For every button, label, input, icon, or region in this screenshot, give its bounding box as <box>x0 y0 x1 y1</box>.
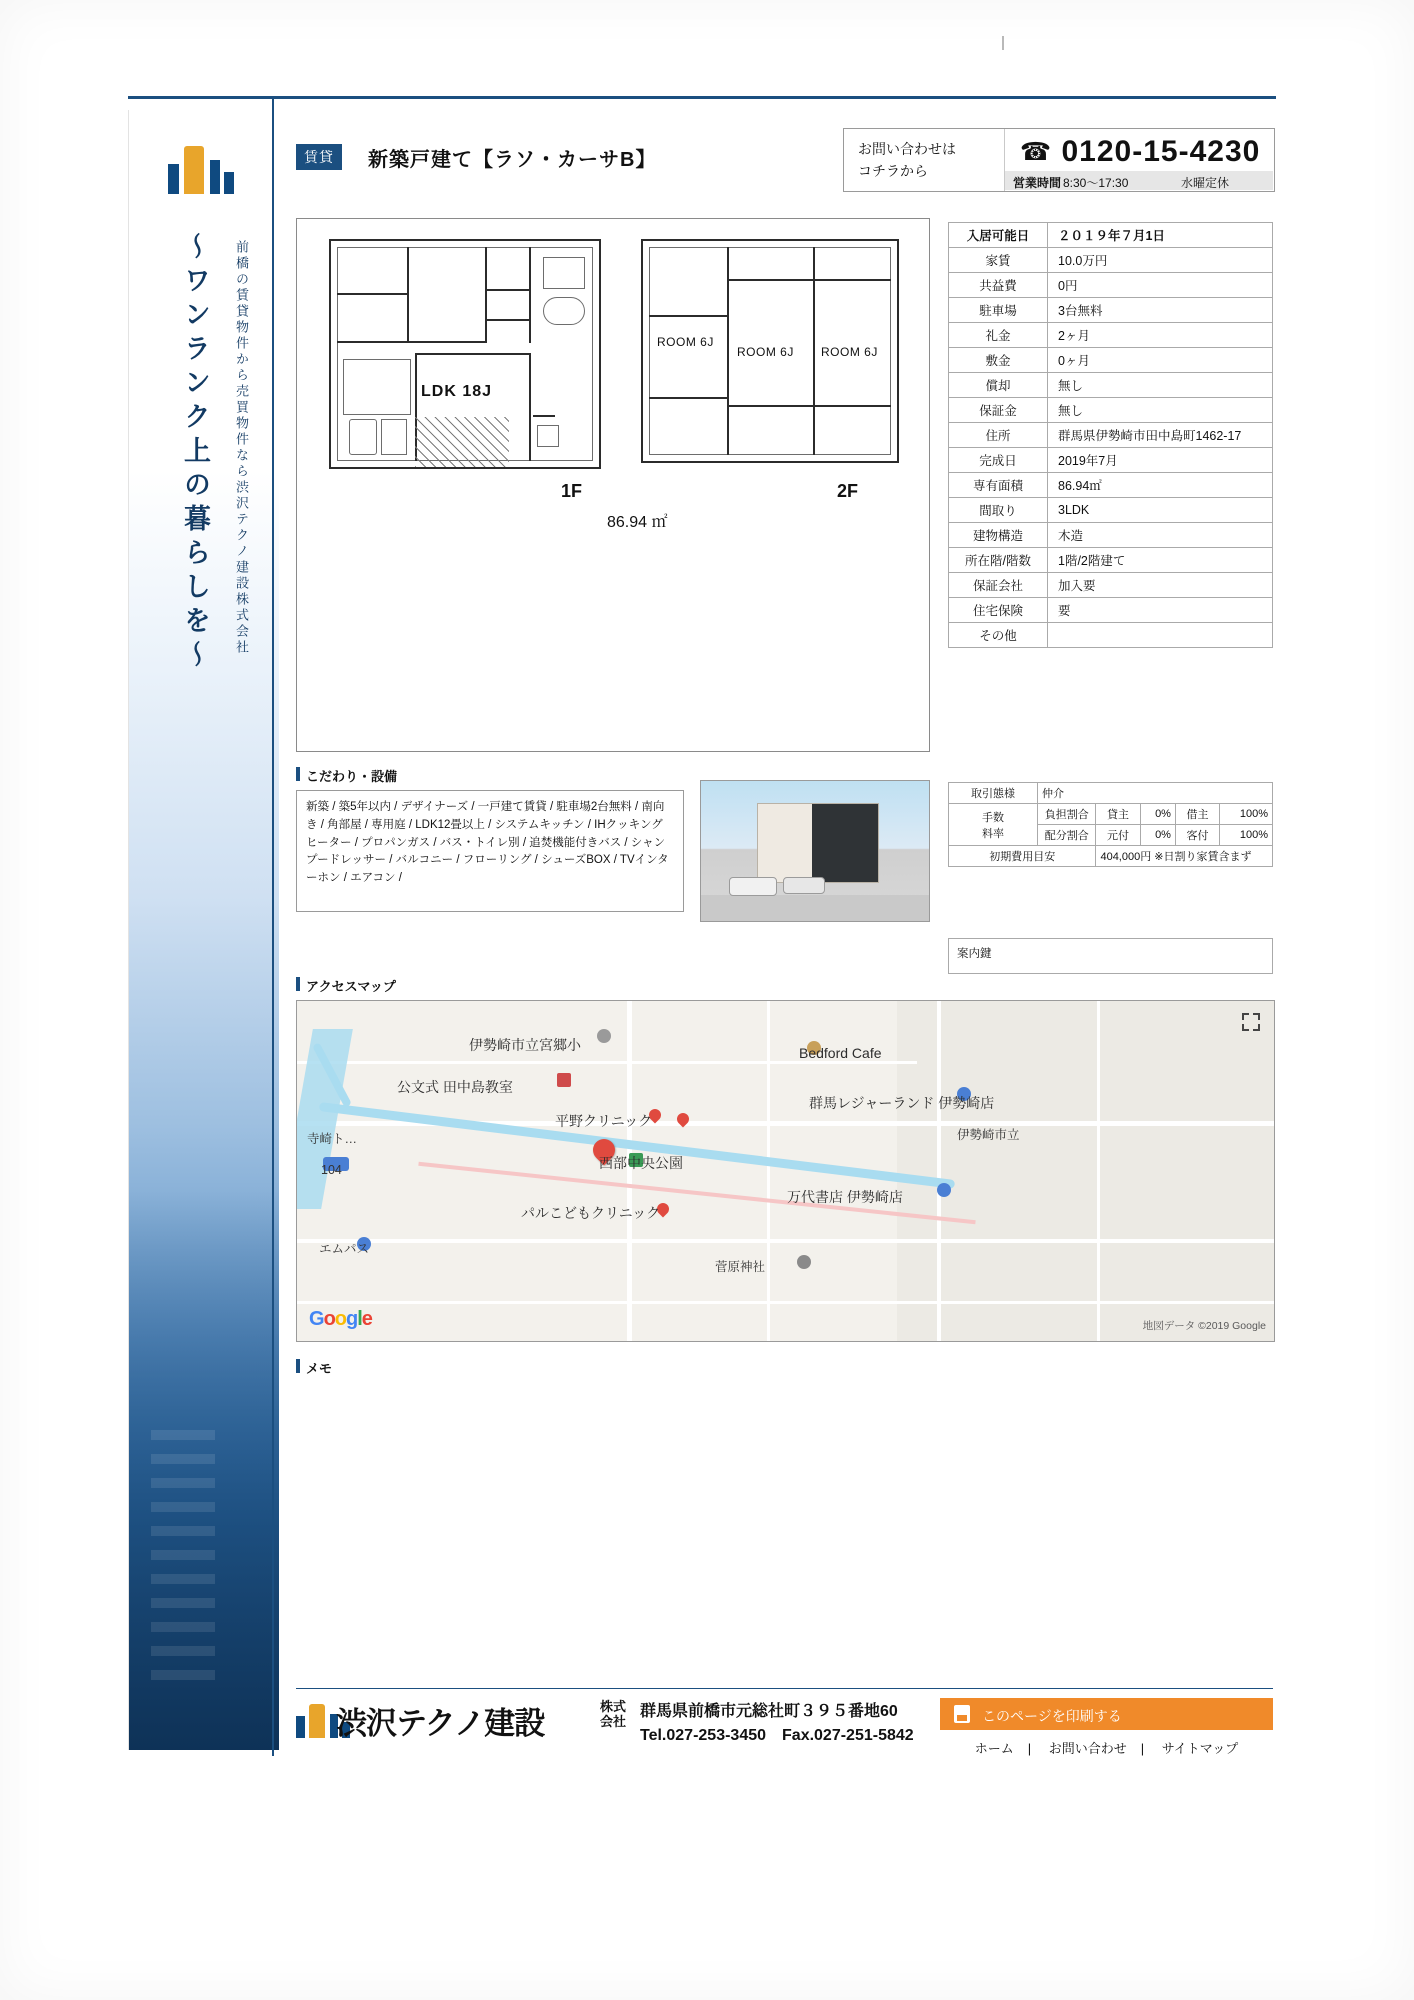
fee-row2-v2: 100% <box>1220 825 1273 846</box>
fee-row2-v1: 0% <box>1140 825 1175 846</box>
school-icon <box>597 1029 611 1043</box>
fee-rate-label-2: 料率 <box>982 827 1004 840</box>
footer-address: 群馬県前橋市元総社町３９５番地60 <box>640 1703 898 1720</box>
spec-key: 住宅保険 <box>949 598 1048 623</box>
store-icon <box>937 1183 951 1197</box>
footer-tel: Tel.027-253-3450 Fax.027-251-5842 <box>640 1727 914 1744</box>
shrine-icon <box>797 1255 811 1269</box>
guide-key-label: 案内鍵 <box>957 948 992 960</box>
brand-catchcopy: 〜ワンランク上の暮らしを〜 <box>180 232 210 674</box>
spec-key: 家賃 <box>949 248 1048 273</box>
contact-phone-number[interactable] <box>1020 135 1260 169</box>
fee-rate-label <box>949 804 1038 846</box>
holiday-value: 水曜定休 <box>1181 176 1230 190</box>
map-poi-label: 寺崎ト… <box>307 1132 358 1146</box>
spec-key: 住所 <box>949 423 1048 448</box>
table-row <box>949 498 1273 523</box>
table-row <box>949 323 1273 348</box>
table-row <box>949 448 1273 473</box>
map-poi-label: 万代書店 伊勢崎店 <box>787 1189 903 1205</box>
footer-link-home[interactable]: ホーム <box>974 1741 1014 1756</box>
table-row <box>949 598 1273 623</box>
table-row <box>949 298 1273 323</box>
spec-value: 3台無料 <box>1048 298 1273 323</box>
room-label-2: ROOM 6J <box>737 345 794 359</box>
initial-cost-value: 404,000円 ※日割り家賃含まず <box>1096 846 1273 867</box>
table-row <box>949 373 1273 398</box>
footer-company-suffix <box>600 1700 626 1730</box>
spec-key: 完成日 <box>949 448 1048 473</box>
spec-key: 礼金 <box>949 323 1048 348</box>
spec-value: 10.0万円 <box>1048 248 1273 273</box>
spec-value: 0ヶ月 <box>1048 348 1273 373</box>
fee-row2-c1: 元付 <box>1096 825 1140 846</box>
fee-table <box>948 782 1273 867</box>
spec-key: 保証会社 <box>949 573 1048 598</box>
guide-key-box <box>948 938 1273 974</box>
deal-type-value: 仲介 <box>1038 783 1273 804</box>
fee-rate-label-1: 手数 <box>982 811 1004 824</box>
spec-value: 群馬県伊勢崎市田中島町1462-17 <box>1048 423 1273 448</box>
scan-tick <box>1002 36 1004 50</box>
map-poi-label: 平野クリニック <box>555 1113 653 1129</box>
spec-value: 86.94㎡ <box>1048 473 1273 498</box>
spec-value: 要 <box>1048 598 1273 623</box>
table-row <box>949 348 1273 373</box>
spec-value: 無し <box>1048 398 1273 423</box>
spec-value: 3LDK <box>1048 498 1273 523</box>
spec-value: 2ヶ月 <box>1048 323 1273 348</box>
map-poi-label: 公文式 田中島教室 <box>397 1079 513 1095</box>
features-box <box>296 790 684 912</box>
map-poi-label: 伊勢崎市立 <box>957 1128 1020 1142</box>
initial-cost-label: 初期費用目安 <box>949 846 1096 867</box>
map-poi-label: Bedford Cafe <box>799 1045 882 1061</box>
fee-row2-c2: 客付 <box>1175 825 1219 846</box>
table-row <box>949 623 1273 648</box>
spec-key: その他 <box>949 623 1048 648</box>
contact-label-line1: お問い合わせは <box>858 141 956 157</box>
footer-company-suffix-2: 会社 <box>600 1713 627 1729</box>
vertical-rule <box>272 96 274 1756</box>
fee-row1-v1: 0% <box>1140 804 1175 825</box>
footer-link-contact[interactable]: お問い合わせ <box>1048 1741 1127 1756</box>
printer-icon <box>954 1705 970 1723</box>
map-poi-label: パルこどもクリニック <box>521 1205 661 1221</box>
google-logo: Google <box>309 1308 372 1330</box>
table-row <box>949 473 1273 498</box>
map-attribution: 地図データ ©2019 Google <box>1142 1320 1266 1332</box>
spec-value: 2019年7月 <box>1048 448 1273 473</box>
floorplan-figure <box>296 218 930 752</box>
contact-label-line2: コチラから <box>858 163 928 179</box>
spec-key: 入居可能日 <box>949 223 1048 248</box>
area-label: 86.94 ㎡ <box>607 514 668 531</box>
table-row <box>949 223 1273 248</box>
business-hours <box>1005 171 1273 190</box>
fee-row1-c1: 貸主 <box>1096 804 1140 825</box>
spec-value: 加入要 <box>1048 573 1273 598</box>
table-row <box>949 248 1273 273</box>
expand-map-icon[interactable] <box>1242 1013 1260 1031</box>
map-poi-label: エムパス <box>319 1242 370 1256</box>
brand-logo-icon <box>168 140 240 194</box>
footer-rule <box>296 1688 1273 1689</box>
fee-row1-key: 負担割合 <box>1038 804 1096 825</box>
table-row <box>949 523 1273 548</box>
status-badge: 賃貸 <box>296 144 342 170</box>
spec-value: 1階/2階建て <box>1048 548 1273 573</box>
memo-area <box>296 1380 1273 1660</box>
deal-type-label: 取引態様 <box>949 783 1038 804</box>
print-page-button[interactable] <box>940 1698 1273 1730</box>
brand-subcopy: 前橋の賃貸物件から売買物件なら渋沢テクノ建設株式会社 <box>234 240 249 656</box>
footer-link-sitemap[interactable]: サイトマップ <box>1161 1741 1239 1756</box>
phone-text: 0120-15-4230 <box>1061 135 1261 168</box>
spec-key: 駐車場 <box>949 298 1048 323</box>
footer-company-suffix-1: 株式 <box>600 1699 627 1714</box>
ldk-label: LDK 18J <box>421 383 493 400</box>
spec-key: 専有面積 <box>949 473 1048 498</box>
spec-key: 建物構造 <box>949 523 1048 548</box>
floor1-tag: 1F <box>561 481 583 501</box>
spec-value: 木造 <box>1048 523 1273 548</box>
map-poi-label: 伊勢崎市立宮郷小 <box>469 1037 581 1053</box>
footer-company-name: 渋沢テクノ建設 <box>336 1706 545 1741</box>
spec-value: 無し <box>1048 373 1273 398</box>
spec-value: ２０１９年７月1日 <box>1048 223 1273 248</box>
spec-key: 間取り <box>949 498 1048 523</box>
spec-key: 敷金 <box>949 348 1048 373</box>
table-row <box>949 273 1273 298</box>
hours-value: 8:30〜17:30 <box>1063 176 1129 190</box>
floor2-tag: 2F <box>837 481 859 501</box>
phone-icon: ☎ <box>1020 138 1053 166</box>
features-heading: こだわり・設備 <box>296 766 397 785</box>
spec-key: 共益費 <box>949 273 1048 298</box>
hours-label: 営業時間 <box>1013 176 1062 190</box>
spec-value <box>1048 623 1273 648</box>
map-poi-label: 西部中央公園 <box>599 1155 683 1171</box>
map-poi-label: 菅原神社 <box>715 1260 766 1274</box>
contact-box <box>843 128 1275 192</box>
table-row <box>949 423 1273 448</box>
classroom-icon <box>557 1073 571 1087</box>
building-photo-backdrop <box>129 1190 279 1750</box>
map-poi-label: 群馬レジャーランド 伊勢崎店 <box>809 1095 995 1111</box>
map-poi-label: 104 <box>321 1163 342 1177</box>
print-button-label: このページを印刷する <box>982 1708 1122 1724</box>
spec-key: 償却 <box>949 373 1048 398</box>
table-row <box>949 548 1273 573</box>
table-row <box>949 398 1273 423</box>
map-heading: アクセスマップ <box>296 976 396 995</box>
spec-key: 所在階/階数 <box>949 548 1048 573</box>
spec-value: 0円 <box>1048 273 1273 298</box>
room-label-1: ROOM 6J <box>657 335 714 349</box>
spec-key: 保証金 <box>949 398 1048 423</box>
header-rule <box>128 96 1276 99</box>
fee-row1-v2: 100% <box>1220 804 1273 825</box>
fee-row1-c2: 借主 <box>1175 804 1219 825</box>
exterior-photo <box>700 780 930 922</box>
footer-links: ホーム | お問い合わせ | サイトマップ <box>974 1741 1239 1756</box>
table-row <box>949 573 1273 598</box>
fee-row2-key: 配分割合 <box>1038 825 1096 846</box>
features-text: 新築 / 築5年以内 / デザイナーズ / 一戸建て賃貸 / 駐車場2台無料 / 南向き / 角部屋 / 専用庭 / LDK12畳以上 / システムキッチン / IHクッキングヒーター / プロパンガス / バス・トイレ別 / 追焚機能付きバス / シャンプードレッサー / バルコニー / フローリング / シューズBOX / TVインターホン / エアコン / <box>306 801 669 885</box>
room-label-3: ROOM 6J <box>821 345 878 359</box>
memo-heading: メモ <box>296 1358 332 1377</box>
spec-table <box>948 222 1273 648</box>
page-title: 新築戸建て【ラソ・カーサB】 <box>368 149 657 171</box>
contact-label <box>844 129 1005 191</box>
access-map[interactable] <box>296 1000 1275 1342</box>
